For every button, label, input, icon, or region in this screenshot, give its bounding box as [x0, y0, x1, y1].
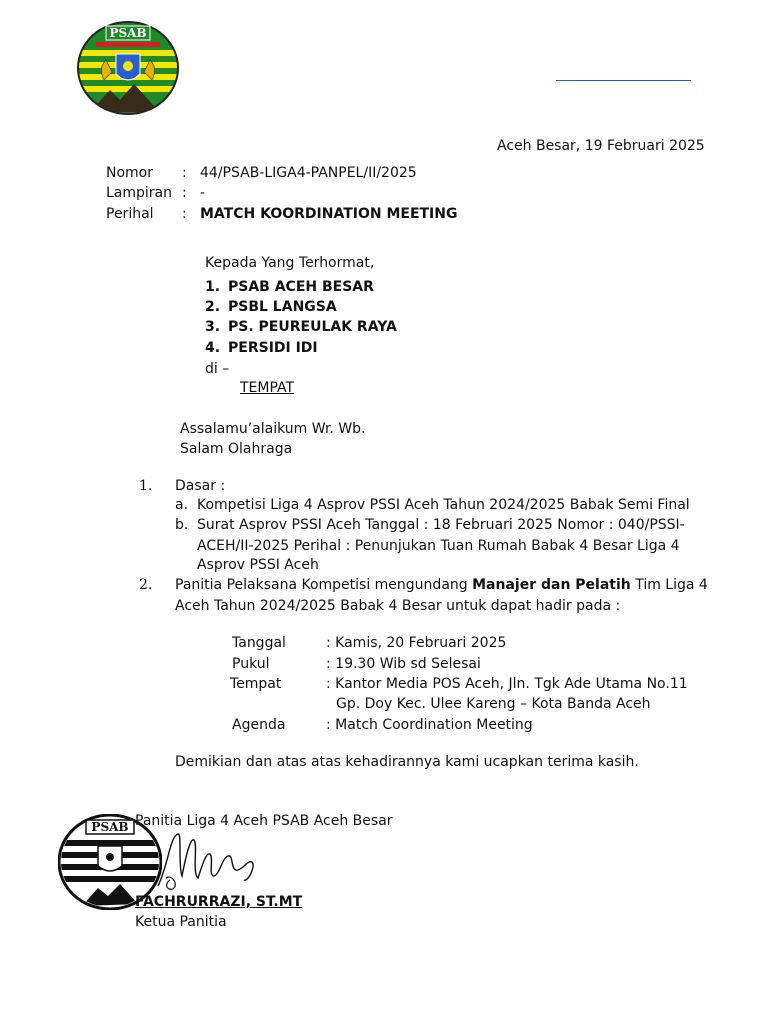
item-2-bold: Manajer dan Pelatih — [472, 577, 631, 593]
pukul-value: : 19.30 Wib sd Selesai — [326, 656, 481, 672]
perihal-colon: : — [182, 206, 187, 222]
tempat-label: Tempat — [230, 676, 282, 692]
item-2-pre: Panitia Pelaksana Kompetisi mengundang — [175, 577, 473, 593]
logo-text: PSAB — [109, 26, 147, 40]
top-rule — [556, 80, 691, 81]
greeting: Kepada Yang Terhormat, — [205, 255, 375, 271]
pukul-label: Pukul — [232, 656, 270, 672]
lampiran-label: Lampiran — [106, 185, 173, 201]
recipient-num: 2. — [205, 299, 221, 315]
tanggal-value: : Kamis, 20 Februari 2025 — [326, 635, 507, 651]
sub-b-line-1: Surat Asprov PSSI Aceh Tanggal : 18 Februari 2025 Nomor : 040/PSSI- — [197, 517, 685, 533]
committee-name: Panitia Liga 4 Aceh PSAB Aceh Besar — [135, 813, 393, 829]
signatory-title: Ketua Panitia — [135, 914, 227, 930]
psab-logo — [76, 20, 180, 116]
tanggal-label: Tanggal — [232, 635, 286, 651]
agenda-value: : Match Coordination Meeting — [326, 717, 533, 733]
recipient-name: PERSIDI IDI — [228, 340, 318, 356]
nomor-value: 44/PSAB-LIGA4-PANPEL/II/2025 — [200, 165, 417, 181]
tempat-value-2: Gp. Doy Kec. Ulee Kareng – Kota Banda Aceh — [336, 696, 651, 712]
recipient-num: 4. — [205, 340, 221, 356]
item-1-title: Dasar : — [175, 478, 226, 494]
nomor-colon: : — [182, 165, 187, 181]
closing-text: Demikian dan atas atas kehadirannya kami ucapkan terima kasih. — [175, 754, 639, 770]
perihal-value: MATCH KOORDINATION MEETING — [200, 206, 458, 222]
item-2-line-2: Aceh Tahun 2024/2025 Babak 4 Besar untuk dapat hadir pada : — [175, 598, 621, 614]
item-2-number: 2. — [139, 577, 153, 593]
recipient-name: PSAB ACEH BESAR — [228, 279, 374, 295]
item-2-post: Tim Liga 4 — [630, 577, 708, 593]
salam-2: Salam Olahraga — [180, 441, 293, 457]
agenda-label: Agenda — [232, 717, 286, 733]
sub-b-label: b. — [175, 517, 189, 533]
stamp-text: PSAB — [91, 820, 129, 834]
sub-b-line-3: Asprov PSSI Aceh — [197, 557, 319, 573]
handwritten-signature — [148, 826, 268, 892]
recipient-name: PSBL LANGSA — [228, 299, 337, 315]
sub-a-label: a. — [175, 497, 189, 513]
nomor-label: Nomor — [106, 165, 153, 181]
lampiran-colon: : — [182, 185, 187, 201]
item-1-number: 1. — [139, 478, 153, 494]
perihal-label: Perihal — [106, 206, 154, 222]
tempat-text: TEMPAT — [240, 380, 295, 396]
di-text: di – — [205, 361, 230, 377]
item-2-line-1 — [175, 576, 708, 594]
signatory-name: FACHRURRAZI, ST.MT — [135, 894, 303, 910]
tempat-value-1: : Kantor Media POS Aceh, Jln. Tgk Ade Utama No.11 — [326, 676, 688, 692]
sub-b-line-2: ACEH/II-2025 Perihal : Penunjukan Tuan Rumah Babak 4 Besar Liga 4 — [197, 538, 680, 554]
lampiran-value: - — [200, 185, 206, 201]
recipient-num: 1. — [205, 279, 221, 295]
recipient-num: 3. — [205, 319, 221, 335]
recipient-name: PS. PEUREULAK RAYA — [228, 319, 397, 335]
sub-a-text: Kompetisi Liga 4 Asprov PSSI Aceh Tahun 2024/2025 Babak Semi Final — [197, 497, 690, 513]
place-date: Aceh Besar, 19 Februari 2025 — [497, 138, 705, 154]
salam-1: Assalamu’alaikum Wr. Wb. — [180, 421, 366, 437]
